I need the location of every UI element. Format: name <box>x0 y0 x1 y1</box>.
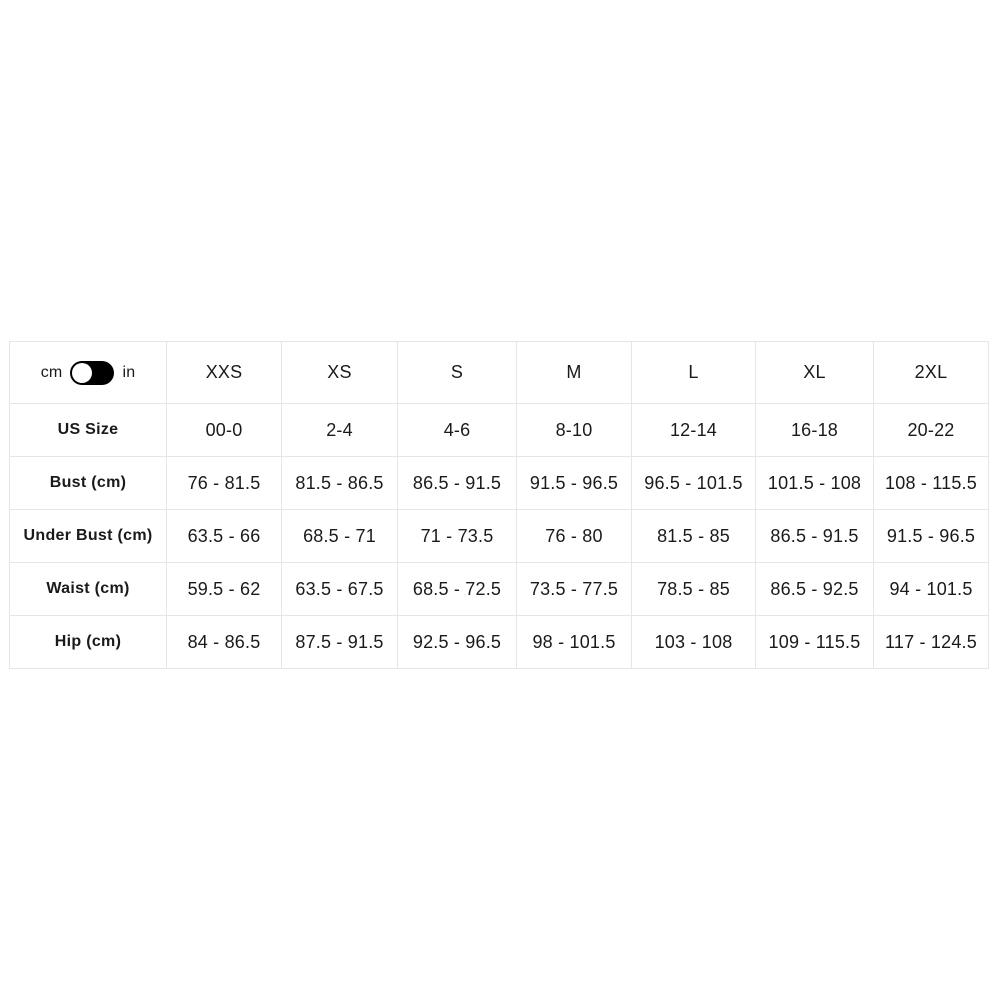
table-cell: 2-4 <box>282 404 398 457</box>
table-cell: 108 - 115.5 <box>874 457 989 510</box>
size-header-xxs: XXS <box>167 342 282 404</box>
table-cell: 12-14 <box>632 404 756 457</box>
row-label-hip: Hip (cm) <box>10 616 167 669</box>
size-chart-table <box>9 341 989 669</box>
table-cell: 4-6 <box>398 404 517 457</box>
size-header-2xl: 2XL <box>874 342 989 404</box>
table-cell: 109 - 115.5 <box>756 616 874 669</box>
table-cell: 81.5 - 86.5 <box>282 457 398 510</box>
table-cell: 101.5 - 108 <box>756 457 874 510</box>
table-cell: 63.5 - 67.5 <box>282 563 398 616</box>
row-label-waist: Waist (cm) <box>10 563 167 616</box>
size-header-l: L <box>632 342 756 404</box>
table-cell: 98 - 101.5 <box>517 616 632 669</box>
table-cell: 76 - 81.5 <box>167 457 282 510</box>
unit-label-in[interactable]: in <box>122 363 136 381</box>
table-row-hip <box>10 616 989 669</box>
row-label-under-bust: Under Bust (cm) <box>10 510 167 563</box>
table-cell: 76 - 80 <box>517 510 632 563</box>
toggle-knob <box>72 363 92 383</box>
table-cell: 87.5 - 91.5 <box>282 616 398 669</box>
table-cell: 91.5 - 96.5 <box>517 457 632 510</box>
table-cell: 117 - 124.5 <box>874 616 989 669</box>
table-cell: 86.5 - 91.5 <box>756 510 874 563</box>
size-header-xl: XL <box>756 342 874 404</box>
row-label-bust: Bust (cm) <box>10 457 167 510</box>
table-cell: 86.5 - 91.5 <box>398 457 517 510</box>
table-cell: 94 - 101.5 <box>874 563 989 616</box>
table-row-bust <box>10 457 989 510</box>
unit-toggle-cell <box>10 342 167 404</box>
table-cell: 103 - 108 <box>632 616 756 669</box>
table-row-us-size <box>10 404 989 457</box>
row-label-us-size: US Size <box>10 404 167 457</box>
size-header-row <box>10 342 989 404</box>
table-cell: 00-0 <box>167 404 282 457</box>
table-cell: 91.5 - 96.5 <box>874 510 989 563</box>
table-row-waist <box>10 563 989 616</box>
table-cell: 86.5 - 92.5 <box>756 563 874 616</box>
table-cell: 59.5 - 62 <box>167 563 282 616</box>
table-cell: 78.5 - 85 <box>632 563 756 616</box>
table-cell: 68.5 - 71 <box>282 510 398 563</box>
table-cell: 71 - 73.5 <box>398 510 517 563</box>
size-header-m: M <box>517 342 632 404</box>
table-cell: 96.5 - 101.5 <box>632 457 756 510</box>
size-header-xs: XS <box>282 342 398 404</box>
size-header-s: S <box>398 342 517 404</box>
table-cell: 20-22 <box>874 404 989 457</box>
table-cell: 73.5 - 77.5 <box>517 563 632 616</box>
table-cell: 16-18 <box>756 404 874 457</box>
table-cell: 63.5 - 66 <box>167 510 282 563</box>
table-row-under-bust <box>10 510 989 563</box>
table-cell: 68.5 - 72.5 <box>398 563 517 616</box>
table-cell: 84 - 86.5 <box>167 616 282 669</box>
table-cell: 8-10 <box>517 404 632 457</box>
unit-toggle <box>41 361 136 385</box>
unit-toggle-switch[interactable] <box>70 361 114 385</box>
table-cell: 81.5 - 85 <box>632 510 756 563</box>
unit-label-cm[interactable]: cm <box>40 363 63 381</box>
table-cell: 92.5 - 96.5 <box>398 616 517 669</box>
